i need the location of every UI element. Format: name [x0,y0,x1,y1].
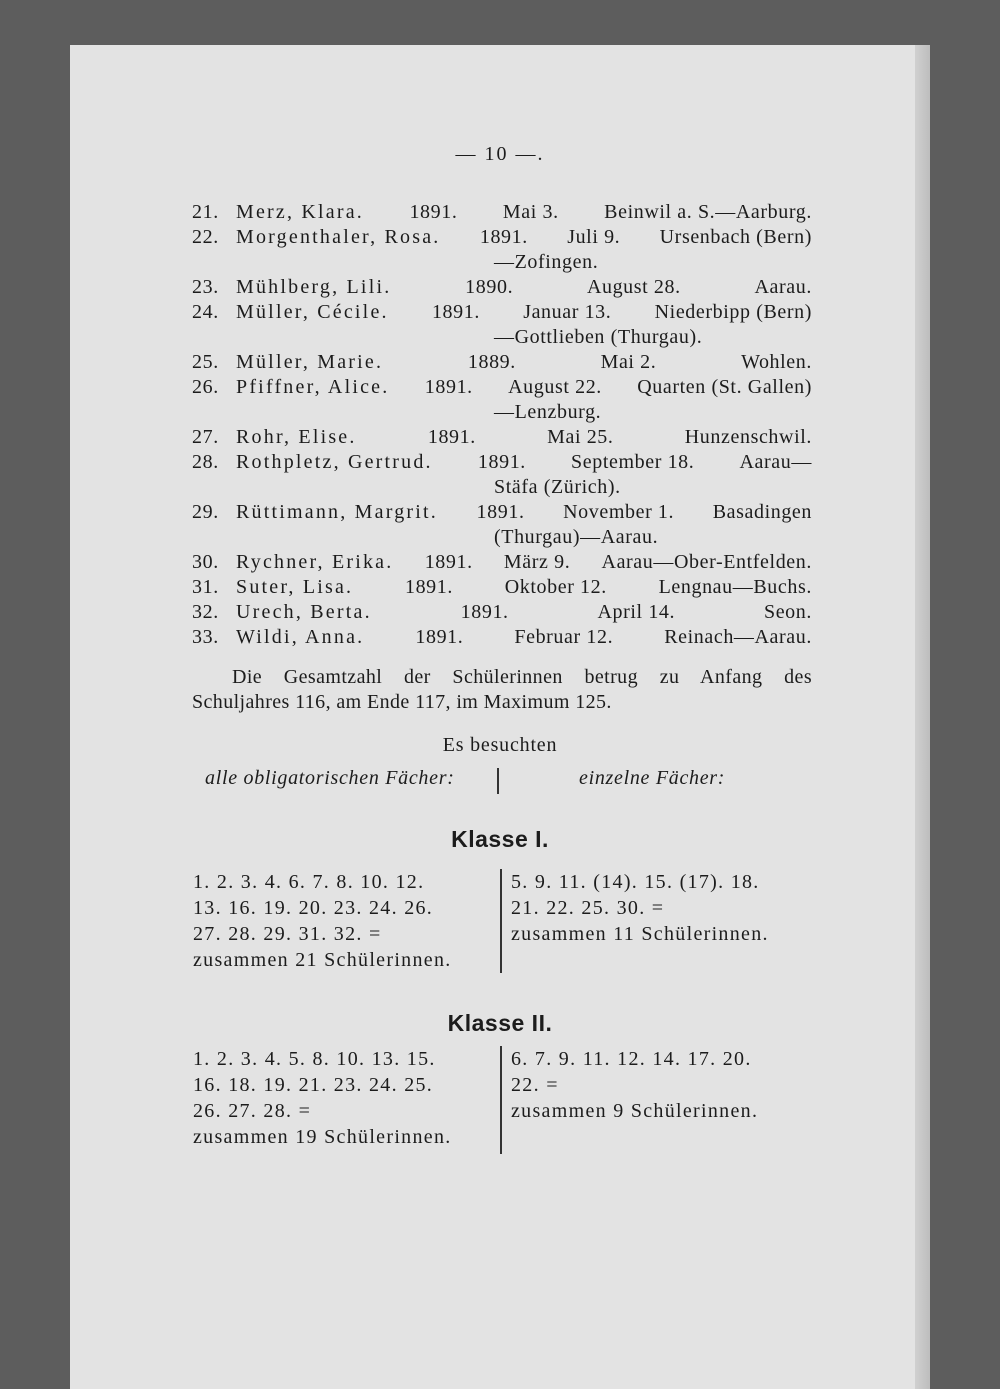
student-name: Rüttimann, Margrit. [236,501,438,523]
entry-number: 31. [192,576,219,598]
student-entry [192,500,812,550]
student-entry [192,425,812,450]
student-name: Mühlberg, Lili. [236,276,392,298]
summary-line-1: Die Gesamtzahl der Schülerinnen betrug zu Anfang des [232,666,812,688]
residence: Hunzenschwil. [684,426,812,448]
entry-line [236,550,812,575]
entry-line [236,500,812,525]
student-entry [192,600,812,625]
residence-continuation: (Thurgau)—Aarau. [494,526,659,548]
es-besuchten-heading: Es besuchten [442,734,558,756]
klasse-2-left-column [193,1046,452,1150]
residence: Reinach—Aarau. [664,626,812,648]
birth-year: 1891. [427,426,476,448]
birth-year: 1891. [404,576,453,598]
student-entry [192,450,812,500]
summary-line-2: Schuljahres 116, am Ende 117, im Maximum 125. [192,691,612,713]
class-number-line: 13. 16. 19. 20. 23. 24. 26. [193,897,434,919]
student-entry [192,225,812,275]
left-column-heading: alle obligatorischen Fächer: [205,767,455,789]
class-number-line: zusammen 9 Schülerinnen. [511,1100,759,1122]
entry-line [236,300,812,325]
entry-line [236,200,812,225]
birth-year: 1890. [465,276,514,298]
entry-number: 23. [192,276,219,298]
student-name: Rychner, Erika. [236,551,394,573]
entry-line [236,625,812,650]
klasse-2-right-column [511,1046,758,1124]
student-entry [192,375,812,425]
entry-line [236,225,812,250]
entry-number: 28. [192,451,219,473]
page-gutter [915,45,930,1389]
residence: Beinwil a. S.—Aarburg. [604,201,812,223]
residence: Aarau— [739,451,812,473]
class-number-line: 1. 2. 3. 4. 6. 7. 8. 10. 12. [193,871,425,893]
summary-paragraph [192,665,812,715]
entry-number: 29. [192,501,219,523]
class-number-line: zusammen 21 Schülerinnen. [193,949,452,971]
birth-date: April 14. [597,601,676,623]
student-entry [192,625,812,650]
residence: Seon. [763,601,812,623]
student-entry [192,300,812,350]
student-entry [192,550,812,575]
class-number-line: zusammen 11 Schülerinnen. [511,923,769,945]
klasse-2-title: Klasse II. [447,1010,553,1036]
residence: Aarau. [754,276,812,298]
birth-year: 1891. [431,301,480,323]
student-name: Müller, Cécile. [236,301,389,323]
klasse-1-title: Klasse I. [451,826,549,852]
student-name: Rothpletz, Gertrud. [236,451,433,473]
residence-continuation: —Zofingen. [494,251,599,273]
entry-number: 32. [192,601,219,623]
birth-year: 1891. [409,201,458,223]
birth-year: 1891. [477,451,526,473]
student-entry [192,275,812,300]
birth-date: Mai 2. [600,351,657,373]
student-name: Suter, Lisa. [236,576,354,598]
student-entry [192,350,812,375]
birth-year: 1891. [424,551,473,573]
entry-number: 22. [192,226,219,248]
student-name: Wildi, Anna. [236,626,365,648]
heading-divider [497,768,499,794]
entry-number: 30. [192,551,219,573]
student-entry [192,575,812,600]
student-list [192,200,812,650]
birth-date: März 9. [503,551,571,573]
birth-date: Mai 3. [502,201,559,223]
class-number-line: 16. 18. 19. 21. 23. 24. 25. [193,1074,434,1096]
birth-date: Oktober 12. [504,576,607,598]
student-name: Urech, Berta. [236,601,372,623]
entry-line [236,375,812,400]
class-number-line: 1. 2. 3. 4. 5. 8. 10. 13. 15. [193,1048,436,1070]
residence: Basadingen [712,501,812,523]
entry-number: 24. [192,301,219,323]
class-number-line: zusammen 19 Schülerinnen. [193,1126,452,1148]
student-name: Morgenthaler, Rosa. [236,226,441,248]
student-name: Müller, Marie. [236,351,384,373]
class-number-line: 5. 9. 11. (14). 15. (17). 18. [511,871,760,893]
klasse-1-left-column [193,869,452,973]
residence-continuation: —Lenzburg. [494,401,602,423]
birth-date: Januar 13. [523,301,612,323]
birth-year: 1891. [460,601,509,623]
residence: Quarten (St. Gallen) [637,376,812,398]
birth-date: August 22. [508,376,602,398]
page-number: — 10 —. [455,143,545,165]
birth-date: November 1. [563,501,675,523]
class-number-line: 27. 28. 29. 31. 32. = [193,923,382,945]
class-number-line: 6. 7. 9. 11. 12. 14. 17. 20. [511,1048,752,1070]
student-name: Rohr, Elise. [236,426,357,448]
student-name: Pfiffner, Alice. [236,376,390,398]
birth-year: 1891. [476,501,525,523]
entry-number: 26. [192,376,219,398]
residence: Ursenbach (Bern) [659,226,812,248]
birth-date: August 28. [586,276,681,298]
entry-line [236,575,812,600]
residence: Niederbipp (Bern) [654,301,812,323]
entry-line [236,350,812,375]
entry-number: 21. [192,201,219,223]
entry-number: 25. [192,351,219,373]
klasse-1-divider [500,869,502,973]
residence: Aarau—Ober-Entfelden. [601,551,812,573]
class-number-line: 26. 27. 28. = [193,1100,312,1122]
klasse-2-divider [500,1046,502,1154]
residence: Lengnau—Buchs. [658,576,812,598]
birth-date: Juli 9. [567,226,621,248]
student-entry [192,200,812,225]
residence-continuation: Stäfa (Zürich). [494,476,621,498]
klasse-1-right-column [511,869,769,947]
birth-year: 1891. [415,626,464,648]
birth-year: 1889. [467,351,516,373]
entry-number: 33. [192,626,219,648]
entry-line [236,450,812,475]
birth-date: Februar 12. [514,626,614,648]
entry-line [236,425,812,450]
student-name: Merz, Klara. [236,201,365,223]
entry-line [236,600,812,625]
residence-continuation: —Gottlieben (Thurgau). [494,326,703,348]
entry-line [236,275,812,300]
birth-date: Mai 25. [547,426,614,448]
right-column-heading: einzelne Fächer: [579,767,726,789]
residence: Wohlen. [741,351,812,373]
entry-number: 27. [192,426,219,448]
class-number-line: 22. = [511,1074,559,1096]
birth-date: September 18. [571,451,695,473]
birth-year: 1891. [479,226,528,248]
class-number-line: 21. 22. 25. 30. = [511,897,665,919]
birth-year: 1891. [424,376,473,398]
